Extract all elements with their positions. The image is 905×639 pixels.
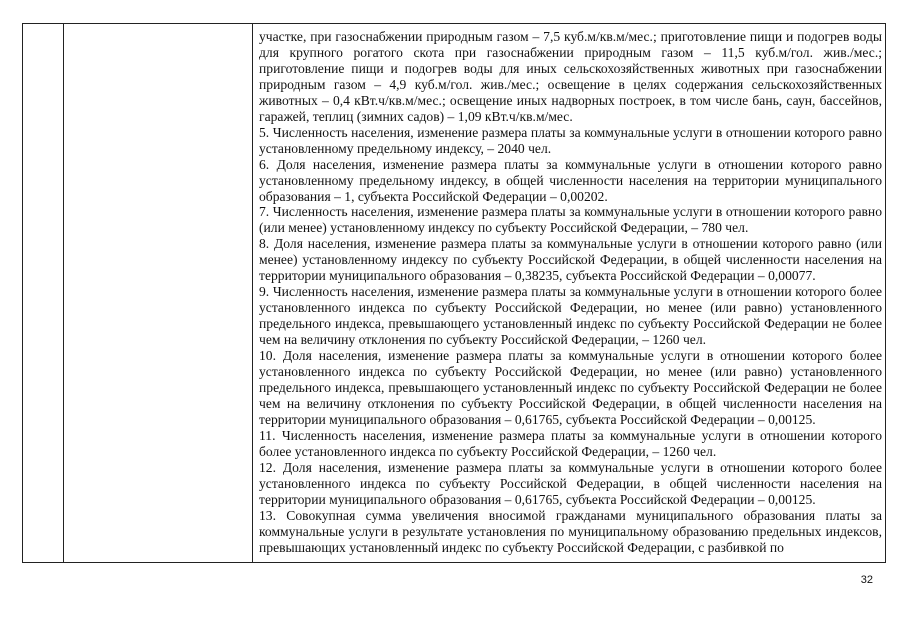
page-number: 32 (860, 574, 873, 586)
paragraph-item-10: 10. Доля населения, изменение размера платы за коммунальные услуги в отношении которого более установленного индекса по субъекту Российской Федерации, но менее (или равно) установленного предельного индекса, превышающего установленный индекс по субъекту Российской Федерации не более чем на величину отклонения по субъекту Российской Федерации, в общей численности населения на территории муниципального образования – 0,61765, субъекта Российской Федерации – 0,00125. (259, 348, 882, 427)
paragraph-continuation: участке, при газоснабжении природным газом – 7,5 куб.м/кв.м/мес.; приготовление пищи и подогрев воды для крупного рогатого скота при газоснабжении природным газом – 11,5 куб.м/гол. жив./мес.; приготовление пищи и подогрев воды для иных сельскохозяйственных животных при газоснабжении природным газом – 4,9 куб.м/гол. жив./мес.; освещение в целях содержания сельскохозяйственных животных – 0,4 кВт.ч/кв.м/мес.; освещение иных надворных построек, в том числе бань, саун, бассейнов, гаражей, теплиц (зимних садов) – 1,09 кВт.ч/кв.м/мес. (259, 29, 882, 124)
paragraph-item-7: 7. Численность населения, изменение размера платы за коммунальные услуги в отношении которого равно (или менее) установленному индексу по субъекту Российской Федерации, – 780 чел. (259, 204, 882, 236)
indicator-column-cell (64, 24, 253, 563)
paragraph-item-11: 11. Численность населения, изменение размера платы за коммунальные услуги в отношении которого более установленного индекса по субъекту Российской Федерации, – 1260 чел. (259, 427, 882, 459)
cell-text (253, 24, 885, 562)
number-column-cell (23, 24, 64, 563)
content-table (22, 23, 886, 563)
table-row (23, 24, 886, 563)
paragraph-item-5: 5. Численность населения, изменение размера платы за коммунальные услуги в отношении которого равно установленному предельному индексу, – 2040 чел. (259, 124, 882, 156)
paragraph-item-13: 13. Совокупная сумма увеличения вносимой гражданами муниципального образования платы за коммунальные услуги в результате установления по муниципальному образованию предельных индексов, превышающих установленный индекс по субъекту Российской Федерации, с разбивкой по (259, 507, 882, 555)
paragraph-item-12: 12. Доля населения, изменение размера платы за коммунальные услуги в отношении которого более установленного индекса по субъекту Российской Федерации, в общей численности населения на территории муниципального образования – 0,61765, субъекта Российской Федерации – 0,00125. (259, 459, 882, 507)
paragraph-item-9: 9. Численность населения, изменение размера платы за коммунальные услуги в отношении которого более установленного индекса по субъекту Российской Федерации, но менее (или равно) установленного предельного индекса, превышающего установленный индекс по субъекту Российской Федерации не более чем на величину отклонения по субъекту Российской Федерации, – 1260 чел. (259, 284, 882, 348)
paragraph-item-8: 8. Доля населения, изменение размера платы за коммунальные услуги в отношении которого равно (или менее) установленному индексу по субъекту Российской Федерации, в общей численности населения на территории муниципального образования – 0,38235, субъекта Российской Федерации – 0,00077. (259, 236, 882, 284)
value-column-cell (253, 24, 886, 563)
paragraph-item-6: 6. Доля населения, изменение размера платы за коммунальные услуги в отношении которого равно установленному предельному индексу, в общей численности населения на территории муниципального образования – 1, субъекта Российской Федерации – 0,00202. (259, 156, 882, 204)
